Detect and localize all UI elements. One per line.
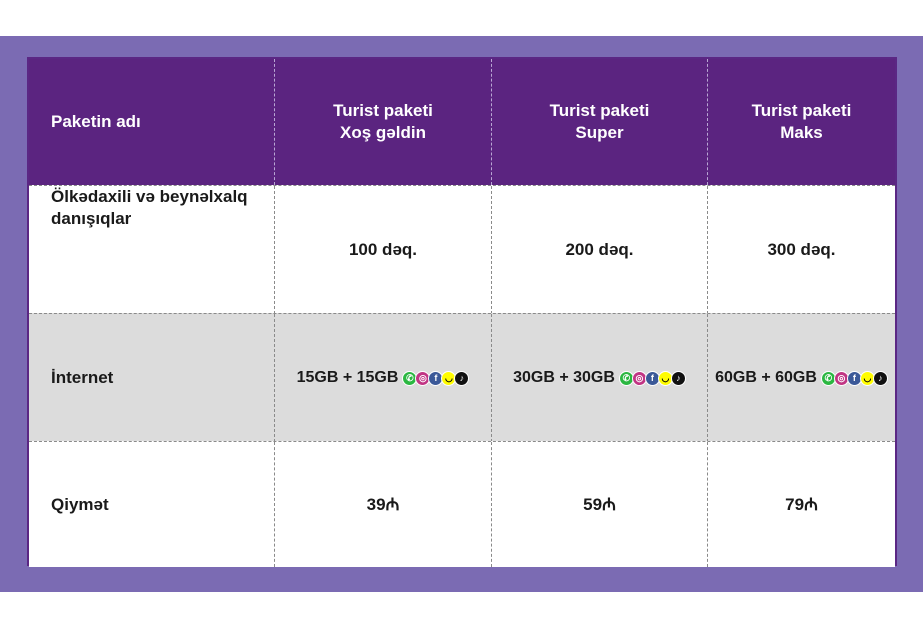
whatsapp-icon: ✆ xyxy=(402,371,417,386)
app-icons xyxy=(402,371,469,386)
table-header-row xyxy=(29,59,895,185)
app-icons xyxy=(619,371,686,386)
header-package-line1: Turist paketi xyxy=(549,101,650,120)
facebook-icon: f xyxy=(847,371,862,386)
tiktok-icon: ♪ xyxy=(873,371,888,386)
table-row-price xyxy=(29,441,895,567)
facebook-icon: f xyxy=(645,371,660,386)
table-row-calls xyxy=(29,185,895,314)
row-label-calls xyxy=(29,186,274,314)
tariff-table xyxy=(27,57,897,566)
internet-value: 15GB + 15GB xyxy=(296,369,399,386)
calls-value: 300 dəq. xyxy=(707,186,895,314)
row-label-internet xyxy=(29,314,274,442)
tiktok-icon: ♪ xyxy=(454,371,469,386)
header-package-name: Paketin adı xyxy=(51,112,141,131)
header-package-super xyxy=(491,59,707,185)
row-label-price xyxy=(29,442,274,567)
app-icons xyxy=(821,371,888,386)
price-value: 39₼ xyxy=(274,442,491,567)
internet-value-group xyxy=(715,367,888,389)
whatsapp-icon: ✆ xyxy=(821,371,836,386)
header-package-line2: Maks xyxy=(780,123,823,142)
table-row-internet xyxy=(29,313,895,442)
internet-cell xyxy=(707,314,895,442)
instagram-icon: ◎ xyxy=(632,371,647,386)
snapchat-icon: ◡ xyxy=(441,371,456,386)
header-package-line1: Turist paketi xyxy=(333,101,433,120)
instagram-icon: ◎ xyxy=(415,371,430,386)
row-label-line1: Ölkədaxili və beynəlxalq xyxy=(51,187,248,206)
row-label-text: Qiymət xyxy=(51,494,109,514)
snapchat-icon: ◡ xyxy=(658,371,673,386)
whatsapp-icon: ✆ xyxy=(619,371,634,386)
header-package-line2: Super xyxy=(575,123,624,142)
header-package-maks xyxy=(707,59,895,185)
snapchat-icon: ◡ xyxy=(860,371,875,386)
internet-value-group xyxy=(513,367,686,389)
calls-value: 200 dəq. xyxy=(491,186,707,314)
internet-value: 60GB + 60GB xyxy=(715,369,817,386)
instagram-icon: ◎ xyxy=(834,371,849,386)
row-label-text: İnternet xyxy=(51,368,114,387)
price-value: 79₼ xyxy=(707,442,895,567)
internet-value-group xyxy=(297,367,470,389)
internet-value: 30GB + 30GB xyxy=(513,369,615,386)
tiktok-icon: ♪ xyxy=(671,371,686,386)
header-package-line1: Turist paketi xyxy=(751,101,852,120)
internet-cell xyxy=(274,314,491,442)
price-value: 59₼ xyxy=(491,442,707,567)
internet-cell xyxy=(491,314,707,442)
header-package-xos-geldin xyxy=(274,59,491,185)
row-label-line2: danışıqlar xyxy=(51,209,132,228)
header-package-line2: Xoş gəldin xyxy=(340,123,426,142)
facebook-icon: f xyxy=(428,371,443,386)
calls-value: 100 dəq. xyxy=(274,186,491,314)
